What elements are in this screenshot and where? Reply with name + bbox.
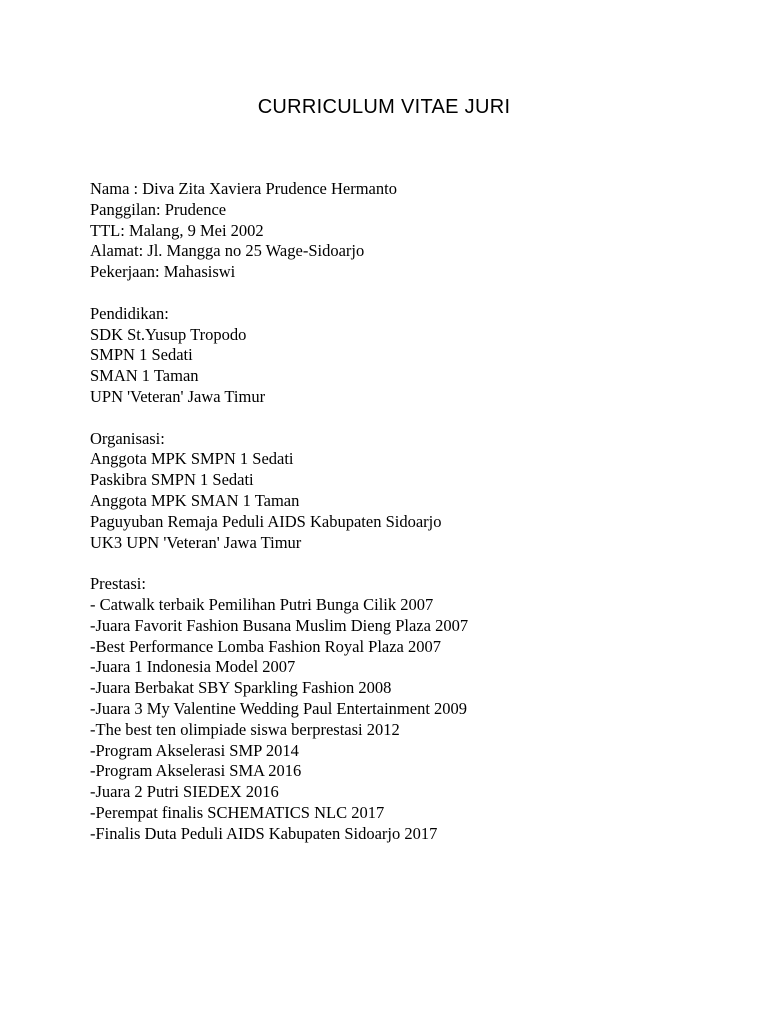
- organization-item: Paskibra SMPN 1 Sedati: [90, 470, 254, 490]
- achievements-section: [90, 574, 730, 844]
- achievement-item: -Juara 3 My Valentine Wedding Paul Entertainment 2009: [90, 698, 468, 718]
- document-body: [90, 179, 730, 845]
- achievement-item: -Best Performance Lomba Fashion Royal Plaza 2007: [90, 636, 442, 656]
- organization-heading: Organisasi:: [90, 428, 165, 448]
- profile-nickname: Panggilan: Prudence: [90, 199, 227, 219]
- achievement-item: -Finalis Duta Peduli AIDS Kabupaten Sidoarjo 2017: [90, 823, 438, 843]
- profile-name: Nama : Diva Zita Xaviera Prudence Hermanto: [90, 179, 397, 198]
- section-spacer: [90, 283, 730, 304]
- achievement-item: -Juara Favorit Fashion Busana Muslim Dieng Plaza 2007: [90, 615, 469, 635]
- education-item: SMPN 1 Sedati: [90, 345, 193, 365]
- education-item: SMAN 1 Taman: [90, 366, 199, 386]
- section-spacer: [90, 408, 730, 429]
- achievement-item: -The best ten olimpiade siswa berprestasi 2012: [90, 719, 400, 739]
- organization-section: [90, 429, 730, 554]
- achievements-heading: Prestasi:: [90, 574, 146, 594]
- education-heading: Pendidikan:: [90, 303, 169, 323]
- profile-section: [90, 179, 730, 283]
- profile-occupation: Pekerjaan: Mahasiswi: [90, 262, 236, 282]
- achievement-item: - Catwalk terbaik Pemilihan Putri Bunga Cilik 2007: [90, 594, 434, 614]
- profile-birth: TTL: Malang, 9 Mei 2002: [90, 220, 264, 240]
- organization-item: Anggota MPK SMPN 1 Sedati: [90, 449, 294, 469]
- organization-item: Paguyuban Remaja Peduli AIDS Kabupaten Sidoarjo: [90, 511, 442, 531]
- organization-item: Anggota MPK SMAN 1 Taman: [90, 490, 300, 510]
- achievement-item: -Juara 1 Indonesia Model 2007: [90, 657, 296, 677]
- achievement-item: -Perempat finalis SCHEMATICS NLC 2017: [90, 802, 385, 822]
- achievement-item: -Juara Berbakat SBY Sparkling Fashion 2008: [90, 678, 392, 698]
- organization-item: UK3 UPN 'Veteran' Jawa Timur: [90, 532, 302, 552]
- achievement-item: -Program Akselerasi SMP 2014: [90, 740, 299, 760]
- document-title: CURRICULUM VITAE JURI: [257, 96, 511, 118]
- profile-address: Alamat: Jl. Mangga no 25 Wage-Sidoarjo: [90, 241, 365, 261]
- section-spacer: [90, 553, 730, 574]
- education-section: [90, 304, 730, 408]
- achievement-item: -Juara 2 Putri SIEDEX 2016: [90, 782, 279, 802]
- achievement-item: -Program Akselerasi SMA 2016: [90, 761, 302, 781]
- education-item: SDK St.Yusup Tropodo: [90, 324, 247, 344]
- education-item: UPN 'Veteran' Jawa Timur: [90, 386, 266, 406]
